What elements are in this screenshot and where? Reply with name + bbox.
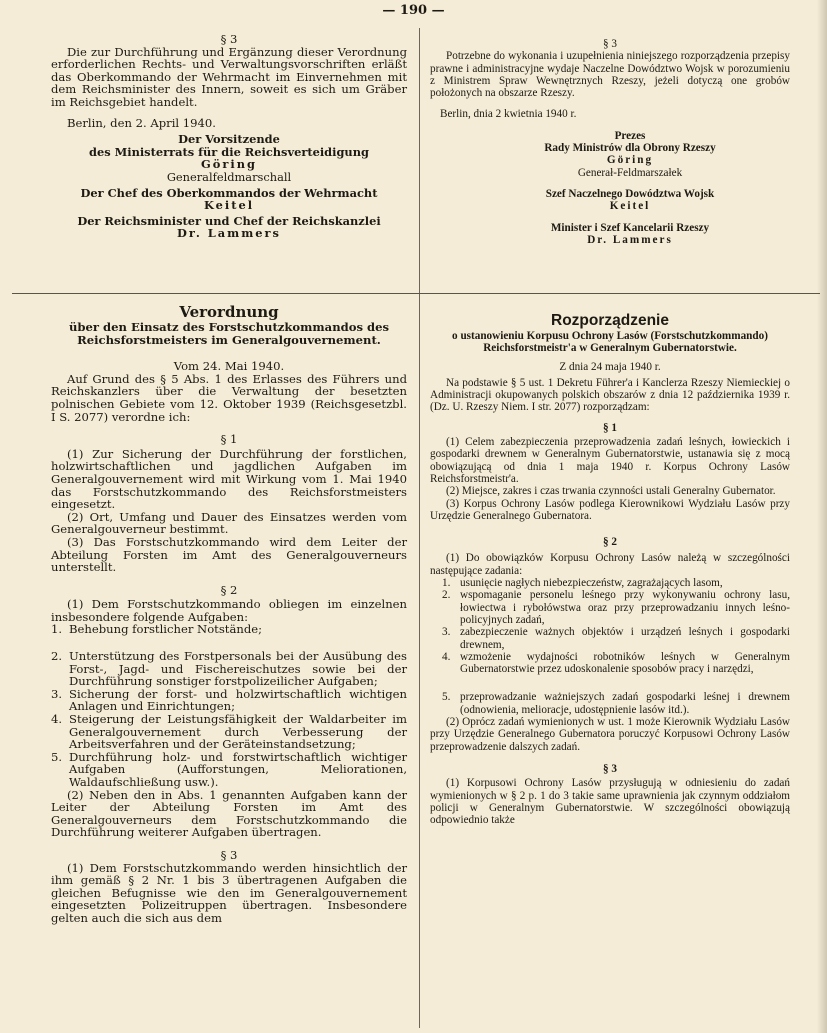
para-sign: § 3 <box>220 32 238 46</box>
list-item <box>51 688 407 713</box>
paragraph: (3) Korpus Ochrony Lasów podlega Kierownikowi Wydziału Lasów przy Urzędzie Generalnego Gubernatora. <box>430 497 790 522</box>
signatory-title: Rady Ministrów dla Obrony Rzeszy <box>544 142 716 155</box>
signatory-name: Dr. Lammers <box>587 233 673 246</box>
task-list <box>51 623 407 788</box>
list-text: Sicherung der forst- und holzwirtschaftlich wichtigen Anlagen und Einrichtungen; <box>69 686 407 714</box>
list-number: 5. <box>442 691 451 704</box>
task-list <box>430 577 790 716</box>
column-divider <box>419 28 420 1028</box>
para-sign: § 3 <box>603 38 617 50</box>
list-number: 2. <box>51 649 63 664</box>
list-item <box>442 626 790 651</box>
signatory-title: Der Vorsitzende <box>178 132 280 147</box>
signatory-title: Minister i Szef Kancelarii Rzeszy <box>550 221 710 234</box>
paragraph: (1) Dem Forstschutzkommando werden hinsichtlich der ihm gemäß § 2 Nr. 1 bis 3 übertragenen Aufgaben die gleichen Befugnisse wie den im Generalgouvernement eingesetzten Polizeitruppen übertragen. Insbesondere gelten auch die sich aus dem <box>51 860 407 925</box>
paragraph: Die zur Durchführung und Ergänzung dieser Verordnung erforderlichen Rechts- und Verwaltungsvorschriften erläßt das Oberkommando der Wehrmacht im Einvernehmen mit dem Reichsminister des Innern, soweit es sich um Gräber im Reichsgebiet handelt. <box>51 44 407 109</box>
list-number: 3. <box>51 686 63 701</box>
para-sign: § 3 <box>603 762 617 775</box>
para-sign: § 2 <box>603 536 617 549</box>
intro-paragraph: Auf Grund des § 5 Abs. 1 des Erlasses des Führers und Reichskanzlers über die Verwaltung der besetzten polnischen Gebiete vom 12. Oktober 1939 (Reichsgesetzbl. I S. 2077) verordne ich: <box>51 371 407 424</box>
paragraph: (1) Zur Sicherung der Durchführung der forstlichen, holzwirtschaftlichen und jagdlichen Aufgaben im Generalgouvernement wird mit Wirkung vom 1. Mai 1940 das Forstschutzkommando des Reichsforstmeisters eingesetzt. <box>51 446 407 512</box>
paragraph: (1) Celem zabezpieczenia przeprowadzenia zadań leśnych, łowieckich i gospodarki drewnem w Generalnym Gubernatorstwie, ustanawia się z mocą obowiązującą od dnia 1 maja 1940 r. Korpus Ochrony Lasów Reichsforstmeistr'a. <box>430 436 790 485</box>
list-text: wzmożenie wydajności robotników leśnych w Generalnym Gubernatorstwie przez udoskonalenie sposobów pracy i narzędzi, <box>460 650 790 676</box>
para-sign: § 1 <box>603 421 617 434</box>
para-sign: § 2 <box>220 582 238 597</box>
list-number: 4. <box>51 712 63 727</box>
signatory-name: Keitel <box>203 198 255 213</box>
signatory-title: des Ministerrats für die Reichsverteidigung <box>89 144 369 159</box>
paragraph: (2) Miejsce, zakres i czas trwania czynności ustali Generalny Gubernator. <box>446 485 776 498</box>
list-item <box>51 713 407 751</box>
document-subheading: o ustanowieniu Korpusu Ochrony Lasów (Forstschutzkommando) Reichsforstmeistr'a w Generalnym Gubernatorstwie. <box>452 330 768 355</box>
document-heading: Rozporządzenie <box>551 312 669 329</box>
list-item <box>442 589 790 626</box>
signatory-name: Dr. Lammers <box>177 226 281 241</box>
paragraph: (1) Dem Forstschutzkommando obliegen im einzelnen insbesondere folgende Aufgaben: <box>51 597 407 624</box>
paragraph: (2) Neben den in Abs. 1 genannten Aufgaben kann der Leiter der Abteilung Forsten im Amt des Generalgouverneurs dem Forstschutzkommando die Durchführung weiterer Aufgaben übertragen. <box>51 787 407 840</box>
date-line: Z dnia 24 maja 1940 r. <box>559 360 661 373</box>
paragraph: Potrzebne do wykonania i uzupełnienia niniejszego rozporządzenia przepisy prawne i administracyjne wydaje Naczelne Dowództwo Wojsk w porozumieniu z Ministrem Spraw Wewnętrznych Rzeszy, jeżeli dotyczą one grobów położonych na obszarze Rzeszy. <box>430 50 790 100</box>
bottom-german-column <box>51 303 407 925</box>
list-item <box>51 623 407 636</box>
signatory-title: Der Chef des Oberkommandos der Wehrmacht <box>80 185 378 200</box>
list-number: 3. <box>442 626 451 639</box>
list-text: Steigerung der Leistungsfähigkeit der Waldarbeiter im Generalgouvernement durch Verbesserung der Arbeitsverfahren und der Geräteinstandsetzung; <box>69 712 407 752</box>
list-number: 1. <box>442 577 451 590</box>
signatory-title: Szef Naczelnego Dowództwa Wojsk <box>545 187 715 200</box>
list-item <box>442 577 790 589</box>
list-text: usunięcie nagłych niebezpieczeństw, zagrażających lasom, <box>460 577 723 590</box>
list-text: wspomaganie personelu leśnego przy wykonywaniu ochrony lasu, łowiectwa i rybołówstwa oraz przy przeprowadzaniu innych leśno-policyjnych zadań, <box>460 589 790 626</box>
list-number: 1. <box>51 622 63 637</box>
paragraph: (3) Das Forstschutzkommando wird dem Leiter der Abteilung Forsten im Amt des Generalgouverneurs unterstellt. <box>51 534 407 575</box>
list-number: 2. <box>442 589 451 602</box>
date-line: Berlin, dnia 2 kwietnia 1940 r. <box>440 108 577 121</box>
page-edge-shadow <box>817 0 827 1033</box>
top-german-column <box>51 33 407 240</box>
list-item <box>51 650 407 688</box>
paragraph: (1) Korpusowi Ochrony Lasów przysługują w odniesieniu do zadań wymienionych w § 2 p. 1 do 3 takie same uprawnienia jak czynnym oddziałom policji w Generalnym Gubernatorstwie. W szczególności obowiązują odpowiednio także <box>430 777 790 827</box>
top-polish-column <box>430 38 790 246</box>
para-sign: § 1 <box>220 432 238 447</box>
date-line: Berlin, den 2. April 1940. <box>67 115 216 130</box>
bottom-polish-column <box>430 311 790 826</box>
list-item <box>51 751 407 789</box>
paragraph: (2) Ort, Umfang und Dauer des Einsatzes werden vom Generalgouverneur bestimmt. <box>51 509 407 537</box>
page-number: — 190 — <box>382 3 445 18</box>
list-text: Unterstützung des Forstpersonals bei der Ausübung des Forst-, Jagd- und Fischereischutzes sowie bei der Durchführung sonstiger forstpolizeilicher Aufgaben; <box>69 649 407 689</box>
list-text: Durchführung holz- und forstwirtschaftlich wichtiger Aufgaben (Aufforstungen, Meliorationen, Waldaufschließung usw.). <box>69 749 407 789</box>
intro-paragraph: Na podstawie § 5 ust. 1 Dekretu Führer'a i Kanclerza Rzeszy Niemieckiej o Administracji okupowanych polskich obszarów z dnia 12 października 1939 r. (Dz. U. Rzeszy Niem. I str. 2077) rozporządzam: <box>430 376 790 414</box>
signatory-name: Keitel <box>609 200 651 213</box>
list-text: zabezpieczenie ważnych objektów i urządzeń leśnych i gospodarki drewnem, <box>460 626 790 651</box>
signature-block <box>430 130 790 246</box>
signature-block <box>51 133 407 240</box>
list-item <box>442 651 790 676</box>
document-heading: Verordnung <box>179 303 279 321</box>
list-text: Behebung forstlicher Notstände; <box>69 622 263 637</box>
date-line: Vom 24. Mai 1940. <box>173 359 285 374</box>
para-sign: § 3 <box>220 847 238 862</box>
signatory-name: Göring <box>606 154 654 167</box>
paragraph: (1) Do obowiązków Korpusu Ochrony Lasów należą w szczególności następujące zadania: <box>430 552 790 577</box>
paragraph: (2) Oprócz zadań wymienionych w ust. 1 może Kierownik Wydziału Lasów przy Urzędzie Generalnego Gubernatora poruczyć Korpusowi Ochrony Lasów przeprowadzenie dalszych zadań. <box>430 716 790 753</box>
document-subheading: über den Einsatz des Forstschutzkommandos des Reichsforstmeisters im Generalgouvernement. <box>68 320 390 347</box>
signatory-title: Prezes <box>614 129 646 142</box>
signatory-rank: Generalfeldmarschall <box>166 169 292 184</box>
list-text: przeprowadzanie ważniejszych zadań gospodarki leśnej i drewnem (odnowienia, melioracje, udostępnienie lasów itd.). <box>460 691 790 716</box>
signatory-rank: Generał-Feldmarszałek <box>577 166 683 179</box>
signatory-name: Göring <box>201 157 257 172</box>
signatory-title: Der Reichsminister und Chef der Reichskanzlei <box>77 213 381 228</box>
list-number: 5. <box>51 749 63 764</box>
list-item <box>442 691 790 716</box>
section-divider <box>12 293 820 294</box>
list-number: 4. <box>442 650 451 663</box>
